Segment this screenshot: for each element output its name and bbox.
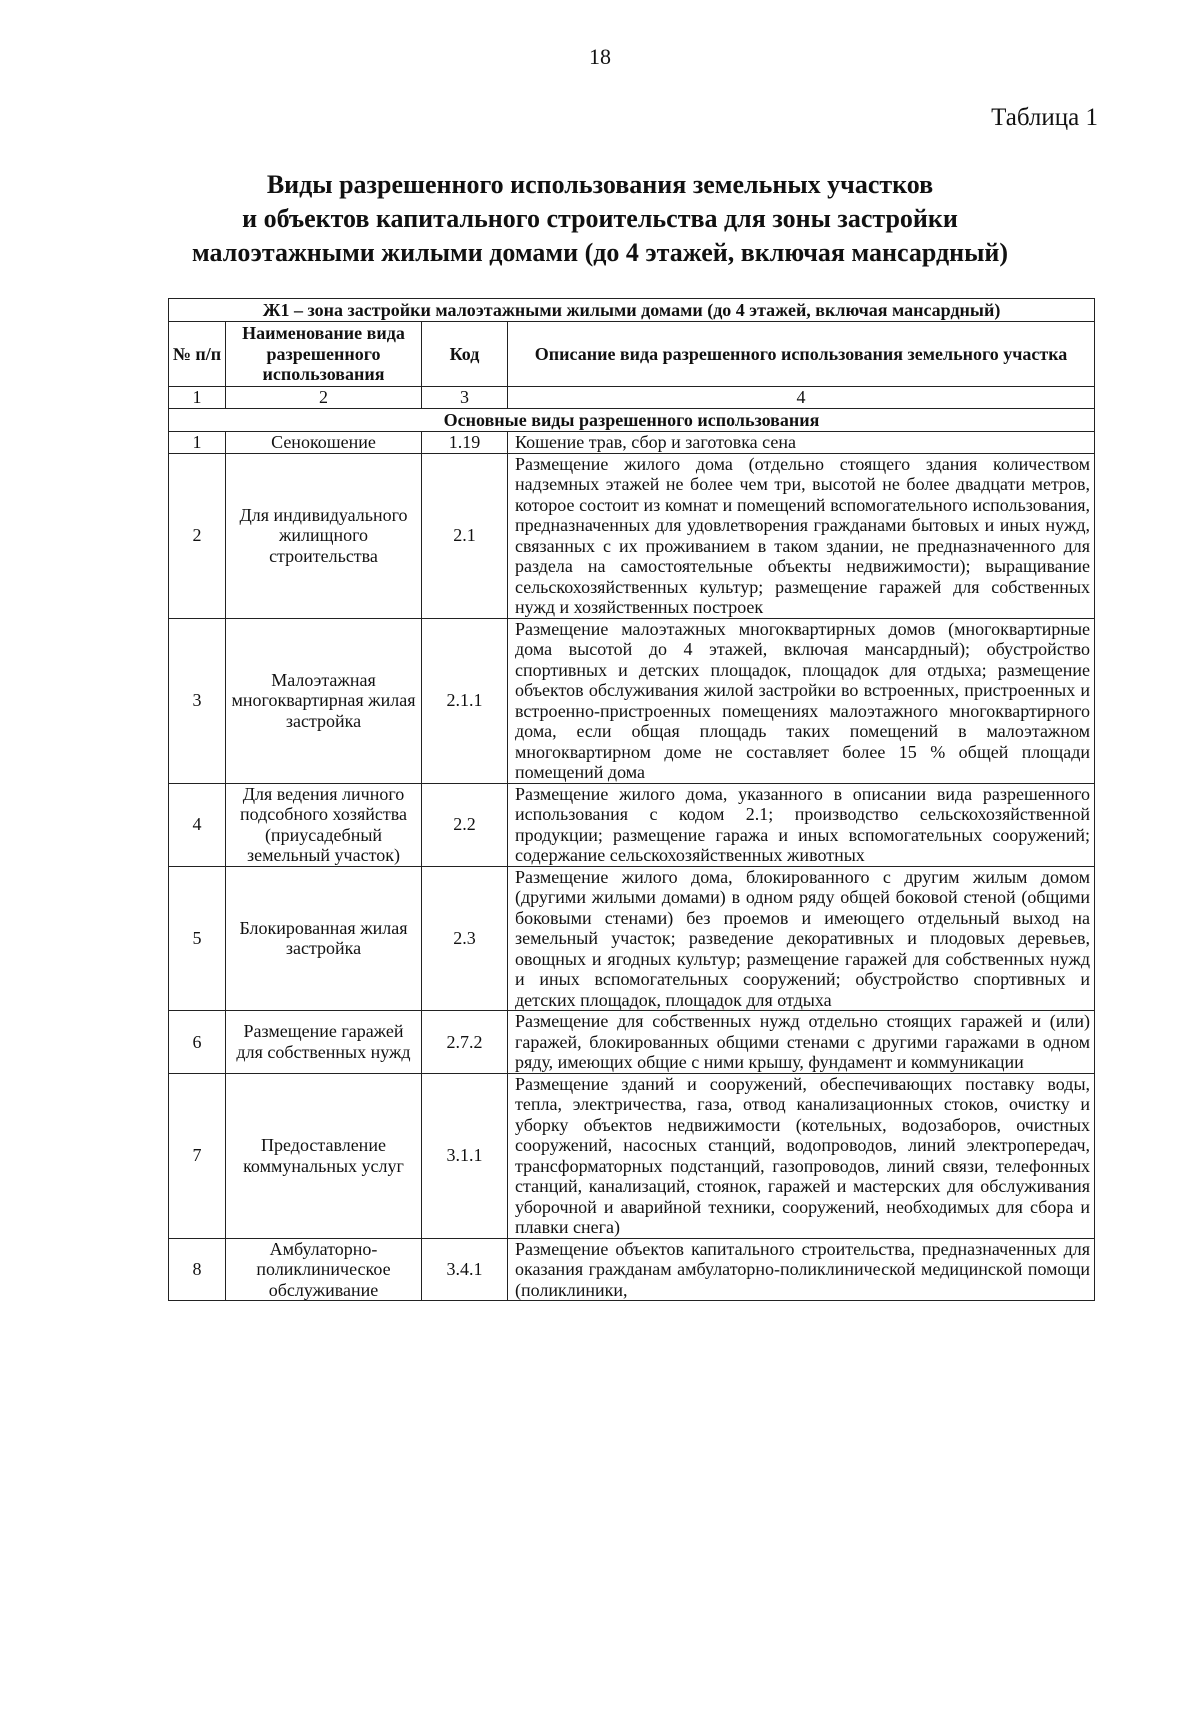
row-num: 8: [169, 1238, 226, 1301]
row-name: Размещение гаражей для собственных нужд: [226, 1011, 422, 1074]
row-code: 3.1.1: [422, 1073, 508, 1238]
column-header-row: [169, 322, 1095, 387]
col-header-code: Код: [422, 322, 508, 387]
row-code: 2.2: [422, 783, 508, 866]
row-description: Размещение жилого дома, указанного в описании вида разрешенного использования с кодом 2.1; производство сельскохозяйственной продукции; размещение гаража и иных вспомогательных сооружений; содержание сельскохозяйственных животных: [508, 783, 1095, 866]
row-description: Размещение жилого дома (отдельно стоящего здания количеством надземных этажей не более чем три, высотой не более двадцати метров, которое состоит из комнат и помещений вспомогательного использования, предназначенных для удовлетворения гражданами бытовых и иных нужд, связанных с их проживанием в таком здании, не предназначенного для раздела на самостоятельные объекты недвижимости); выращивание сельскохозяйственных культур; размещение гаражей для собственных нужд и хозяйственных построек: [508, 453, 1095, 618]
table-row: [169, 783, 1095, 866]
table-row: [169, 618, 1095, 783]
row-name: Малоэтажная многоквартирная жилая застройка: [226, 618, 422, 783]
row-num: 7: [169, 1073, 226, 1238]
table-row: [169, 1238, 1095, 1301]
row-name: Сенокошение: [226, 432, 422, 454]
row-description: Размещение малоэтажных многоквартирных домов (многоквартирные дома высотой до 4 этажей, включая мансардный); обустройство спортивных и детских площадок, площадок для отдыха; размещение объектов обслуживания жилой застройки во встроенных, пристроенных и встроенно-пристроенных помещениях малоэтажного многоквартирного дома, если общая площадь таких помещений в малоэтажном многоквартирном доме не составляет более 15 % общей площади помещений дома: [508, 618, 1095, 783]
col-header-num: № п/п: [169, 322, 226, 387]
col-header-desc: Описание вида разрешенного использования земельного участка: [508, 322, 1095, 387]
title-line: малоэтажными жилыми домами (до 4 этажей, включая мансардный): [191, 238, 1009, 267]
row-name: Амбулаторно-поликлиническое обслуживание: [226, 1238, 422, 1301]
zone-header-row: [169, 299, 1095, 322]
table-label: Таблица 1: [991, 104, 1098, 131]
table-row: [169, 453, 1095, 618]
row-num: 4: [169, 783, 226, 866]
table-row: [169, 866, 1095, 1011]
document-title: [100, 168, 1100, 270]
column-index-row: [169, 387, 1095, 409]
row-description: Размещение для собственных нужд отдельно стоящих гаражей и (или) гаражей, блокированных общими стенами с другими гаражами в одном ряду, имеющих общие с ними крышу, фундамент и коммуникации: [508, 1011, 1095, 1074]
row-code: 2.7.2: [422, 1011, 508, 1074]
col-index-cell: 3: [422, 387, 508, 409]
table-row: [169, 432, 1095, 454]
col-index-cell: 2: [226, 387, 422, 409]
row-description: Кошение трав, сбор и заготовка сена: [508, 432, 1095, 454]
row-num: 6: [169, 1011, 226, 1074]
zone-header: Ж1 – зона застройки малоэтажными жилыми домами (до 4 этажей, включая мансардный): [169, 299, 1095, 322]
table-row: [169, 1011, 1095, 1074]
row-num: 2: [169, 453, 226, 618]
row-description: Размещение зданий и сооружений, обеспечивающих поставку воды, тепла, электричества, газа, отвод канализационных стоков, очистку и уборку объектов недвижимости (котельных, водозаборов, очистных сооружений, насосных станций, водопроводов, линий электропередач, трансформаторных подстанций, газопроводов, линий связи, телефонных станций, канализаций, стоянок, гаражей и мастерских для обслуживания уборочной и аварийной техники, сооружений, необходимых для сбора и плавки снега): [508, 1073, 1095, 1238]
section-row: [169, 409, 1095, 432]
page-number: 18: [589, 44, 611, 69]
section-title: Основные виды разрешенного использования: [169, 409, 1095, 432]
row-name: Предоставление коммунальных услуг: [226, 1073, 422, 1238]
title-line: Виды разрешенного использования земельных участков: [266, 170, 934, 199]
land-use-table: [168, 298, 1095, 1301]
row-code: 3.4.1: [422, 1238, 508, 1301]
row-description: Размещение объектов капитального строительства, предназначенных для оказания гражданам амбулаторно-поликлинической медицинской помощи (поликлиники,: [508, 1238, 1095, 1301]
row-code: 2.3: [422, 866, 508, 1011]
row-code: 1.19: [422, 432, 508, 454]
col-header-name: Наименование вида разрешенного использования: [226, 322, 422, 387]
row-name: Для индивидуального жилищного строительства: [226, 453, 422, 618]
row-description: Размещение жилого дома, блокированного с другим жилым домом (другими жилыми домами) в одном ряду общей боковой стеной (общими боковыми стенами) без проемов и имеющего отдельный выход на земельный участок; разведение декоративных и плодовых деревьев, овощных и ягодных культур; размещение гаражей для собственных нужд и иных вспомогательных сооружений; обустройство спортивных и детских площадок, площадок для отдыха: [508, 866, 1095, 1011]
table-row: [169, 1073, 1095, 1238]
row-name: Для ведения личного подсобного хозяйства (приусадебный земельный участок): [226, 783, 422, 866]
row-num: 3: [169, 618, 226, 783]
col-index-cell: 1: [169, 387, 226, 409]
row-code: 2.1.1: [422, 618, 508, 783]
row-name: Блокированная жилая застройка: [226, 866, 422, 1011]
row-num: 5: [169, 866, 226, 1011]
title-line: и объектов капитального строительства для зоны застройки: [242, 204, 958, 233]
row-num: 1: [169, 432, 226, 454]
row-code: 2.1: [422, 453, 508, 618]
col-index-cell: 4: [508, 387, 1095, 409]
